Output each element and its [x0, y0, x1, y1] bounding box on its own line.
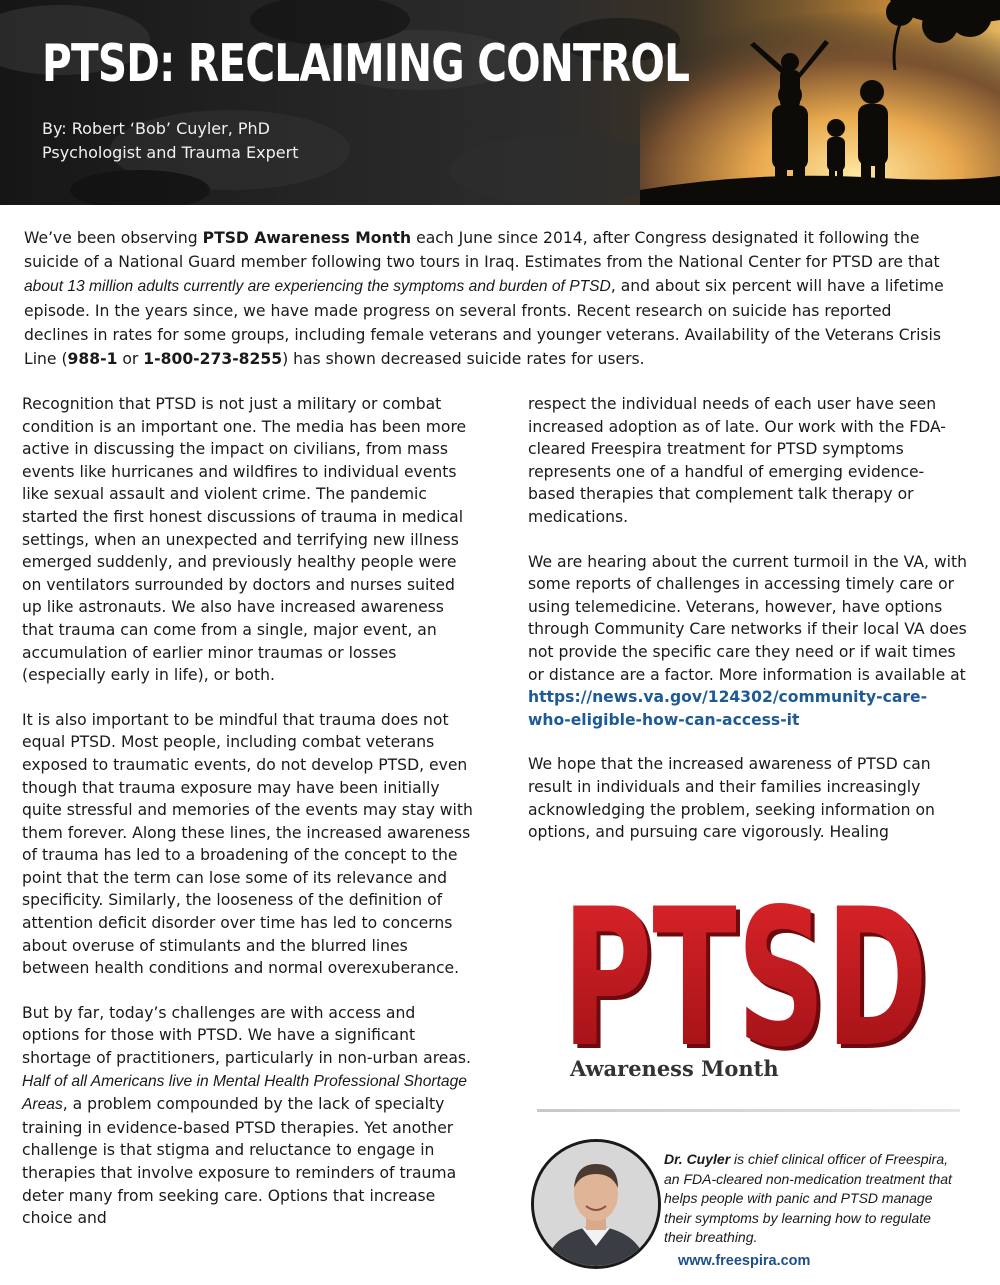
logo-subtitle: Awareness Month	[570, 1056, 779, 1081]
intro-italic-estimate: about 13 million adults currently are experiencing the symptoms and burden of PTSD	[24, 278, 611, 295]
intro-or: or	[117, 350, 144, 368]
left-paragraph-1: Recognition that PTSD is not just a military or combat condition is an important one. The media has been more active in discussing the impact on civilians, from mass events like hurricanes and wildfires to individual events like sexual assault and violent crime. The pandemic started the first honest discussions of trauma in medical settings, when an unexpected and terrifying new illness emerged suddenly, and previously healthy people were on ventilators surrounded by doctors and nurses suited up like astronauts. We also have increased awareness that trauma can come from a single, major event, an accumulation of earlier minor traumas or losses (especially early in life), or both.	[22, 395, 467, 685]
author-bio-text: is chief clinical officer of Freespira, an FDA-cleared non-medication treatment that helps people with panic and PTSD manage their symptoms by learning how to regulate their breathing.	[664, 1151, 952, 1245]
intro-text-2: each June since 2014, after Congress designated it following the suicide of a National Guard member following two tours in Iraq. Estimates from the National Center for PTSD are that	[24, 229, 940, 271]
intro-bold-awareness: PTSD Awareness Month	[202, 229, 412, 247]
left-paragraph-3	[22, 1002, 477, 1230]
left-p3-text-a: But by far, today’s challenges are with access and options for those with PTSD. We have a significant shortage of practitioners, particularly in non-urban areas.	[22, 1003, 471, 1068]
page-title: PTSD: RECLAIMING CONTROL	[42, 34, 690, 94]
author-bio-name: Dr. Cuyler	[664, 1151, 731, 1167]
family-silhouette-illustration	[640, 0, 1000, 205]
author-avatar	[531, 1139, 661, 1269]
crisis-line-short: 988-1	[67, 350, 118, 368]
author-role: Psychologist and Trauma Expert	[42, 143, 299, 162]
author-bio	[664, 1150, 954, 1248]
ptsd-logo-word: PTSD	[562, 900, 928, 1089]
left-p3-italic: Half of all Americans live in Mental Health Professional Shortage Areas	[22, 1072, 467, 1114]
intro-text-4: ) has shown decreased suicide rates for users.	[282, 350, 645, 368]
ptsd-logo-shadow: PTSD	[566, 900, 932, 1090]
crisis-line-number: 1-800-273-8255	[143, 350, 283, 368]
left-column	[22, 393, 477, 1252]
intro-paragraph	[24, 226, 959, 371]
right-column	[528, 393, 968, 866]
byline	[42, 117, 298, 165]
author-name: By: Robert ‘Bob’ Cuyler, PhD	[42, 119, 270, 138]
camouflage-background	[0, 0, 700, 205]
website-link[interactable]: www.freespira.com	[678, 1253, 811, 1269]
header-banner	[0, 0, 1000, 205]
right-paragraph-3: We hope that the increased awareness of PTSD can result in individuals and their families increasingly acknowledging the problem, seeking information on options, and pursuing care vigorously. Healing	[528, 755, 935, 842]
right-paragraph-1: respect the individual needs of each user have seen increased adoption as of late. Our work with the FDA-cleared Freespira treatment for PTSD symptoms represents one of a handful of emerging evidence-based therapies that complement talk therapy or medications.	[528, 395, 946, 526]
section-divider	[537, 1109, 960, 1112]
left-paragraph-2: It is also important to be mindful that trauma does not equal PTSD. Most people, including combat veterans exposed to traumatic events, do not develop PTSD, even though that trauma exposure may have been initially quite stressful and memories of the events may stay with them forever. Along these lines, the increased awareness of trauma has led to a broadening of the concept to the point that the term can lose some of its relevance and specificity. Similarly, the looseness of the definition of attention deficit disorder over time has led to concerns about overuse of stimulants and the blurred lines between health conditions and normal overexuberance.	[22, 710, 473, 978]
va-community-care-link[interactable]: https://news.va.gov/124302/community-care-who-eligible-how-can-access-it	[528, 688, 928, 729]
author-portrait	[534, 1142, 658, 1266]
right-paragraph-2	[528, 551, 968, 732]
left-p3-text-b: , a problem compounded by the lack of specialty training in evidence-based PTSD therapies. Yet another challenge is that stigma and reluctance to engage in therapies that involve exposure to reminders of trauma deter many from seeking care. Options that increase choice and	[22, 1095, 457, 1228]
intro-text-3: , and about six percent will have a lifetime episode. In the years since, we have made progress on several fronts. Recent research on suicide has reported declines in rates for some groups, including female veterans and younger veterans. Availability of the Veterans Crisis Line (	[24, 277, 944, 368]
right-p2-text: We are hearing about the current turmoil in the VA, with some reports of challenges in accessing timely care or using telemedicine. Veterans, however, have options through Community Care networks if their local VA does not provide the specific care they need or if wait times or distance are a factor. More information is available at	[528, 552, 967, 684]
intro-text-1: We’ve been observing	[24, 229, 203, 247]
